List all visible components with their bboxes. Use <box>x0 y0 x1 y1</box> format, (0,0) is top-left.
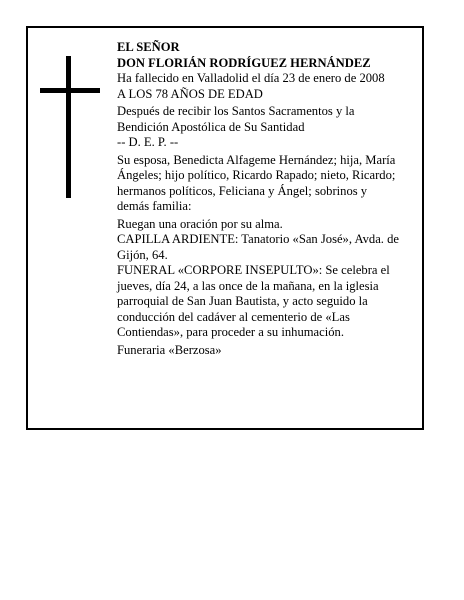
funeral-line-4: conducción del cadáver al cementerio de «Las <box>117 309 350 324</box>
family-line-4: demás familia: <box>117 199 192 213</box>
family-paragraph <box>117 153 429 215</box>
cross-vertical-bar <box>66 56 71 198</box>
obituary-notice <box>26 26 424 430</box>
sacraments-paragraph <box>117 104 429 135</box>
funeral-paragraph <box>117 263 429 341</box>
death-statement: Ha fallecido en Valladolid el día 23 de enero de 2008 <box>117 71 385 85</box>
deceased-name: DON FLORIÁN RODRÍGUEZ HERNÁNDEZ <box>117 55 371 70</box>
title: EL SEÑOR <box>117 40 180 54</box>
chapel-line-1: CAPILLA ARDIENTE: Tanatorio «San José», Avda. de <box>117 232 399 246</box>
cross-horizontal-bar <box>40 88 100 93</box>
sacraments-line-2: Bendición Apostólica de Su Santidad <box>117 119 305 134</box>
sacraments-line-1: Después de recibir los Santos Sacramentos y la <box>117 104 355 118</box>
chapel-paragraph <box>117 232 429 263</box>
rip-line: -- D. E. P. -- <box>117 135 179 149</box>
family-line-3: hermanos políticos, Feliciana y Ángel; sobrinos y <box>117 183 368 198</box>
funeral-home: Funeraria «Berzosa» <box>117 342 222 357</box>
prayer-request: Ruegan una oración por su alma. <box>117 216 283 231</box>
obituary-text <box>117 40 429 358</box>
family-line-2: Ángeles; hijo político, Ricardo Rapado; nieto, Ricardo; <box>117 168 396 182</box>
age-statement: A LOS 78 AÑOS DE EDAD <box>117 86 263 101</box>
family-line-1: Su esposa, Benedicta Alfageme Hernández; hija, María <box>117 152 396 167</box>
funeral-line-2: jueves, día 24, a las once de la mañana, en la iglesia <box>117 278 379 293</box>
funeral-line-1: FUNERAL «CORPORE INSEPULTO»: Se celebra el <box>117 263 390 277</box>
funeral-line-3: parroquial de San Juan Bautista, y acto seguido la <box>117 294 368 308</box>
chapel-line-2: Gijón, 64. <box>117 247 168 262</box>
funeral-line-5: Contiendas», para proceder a su inhumación. <box>117 325 344 339</box>
